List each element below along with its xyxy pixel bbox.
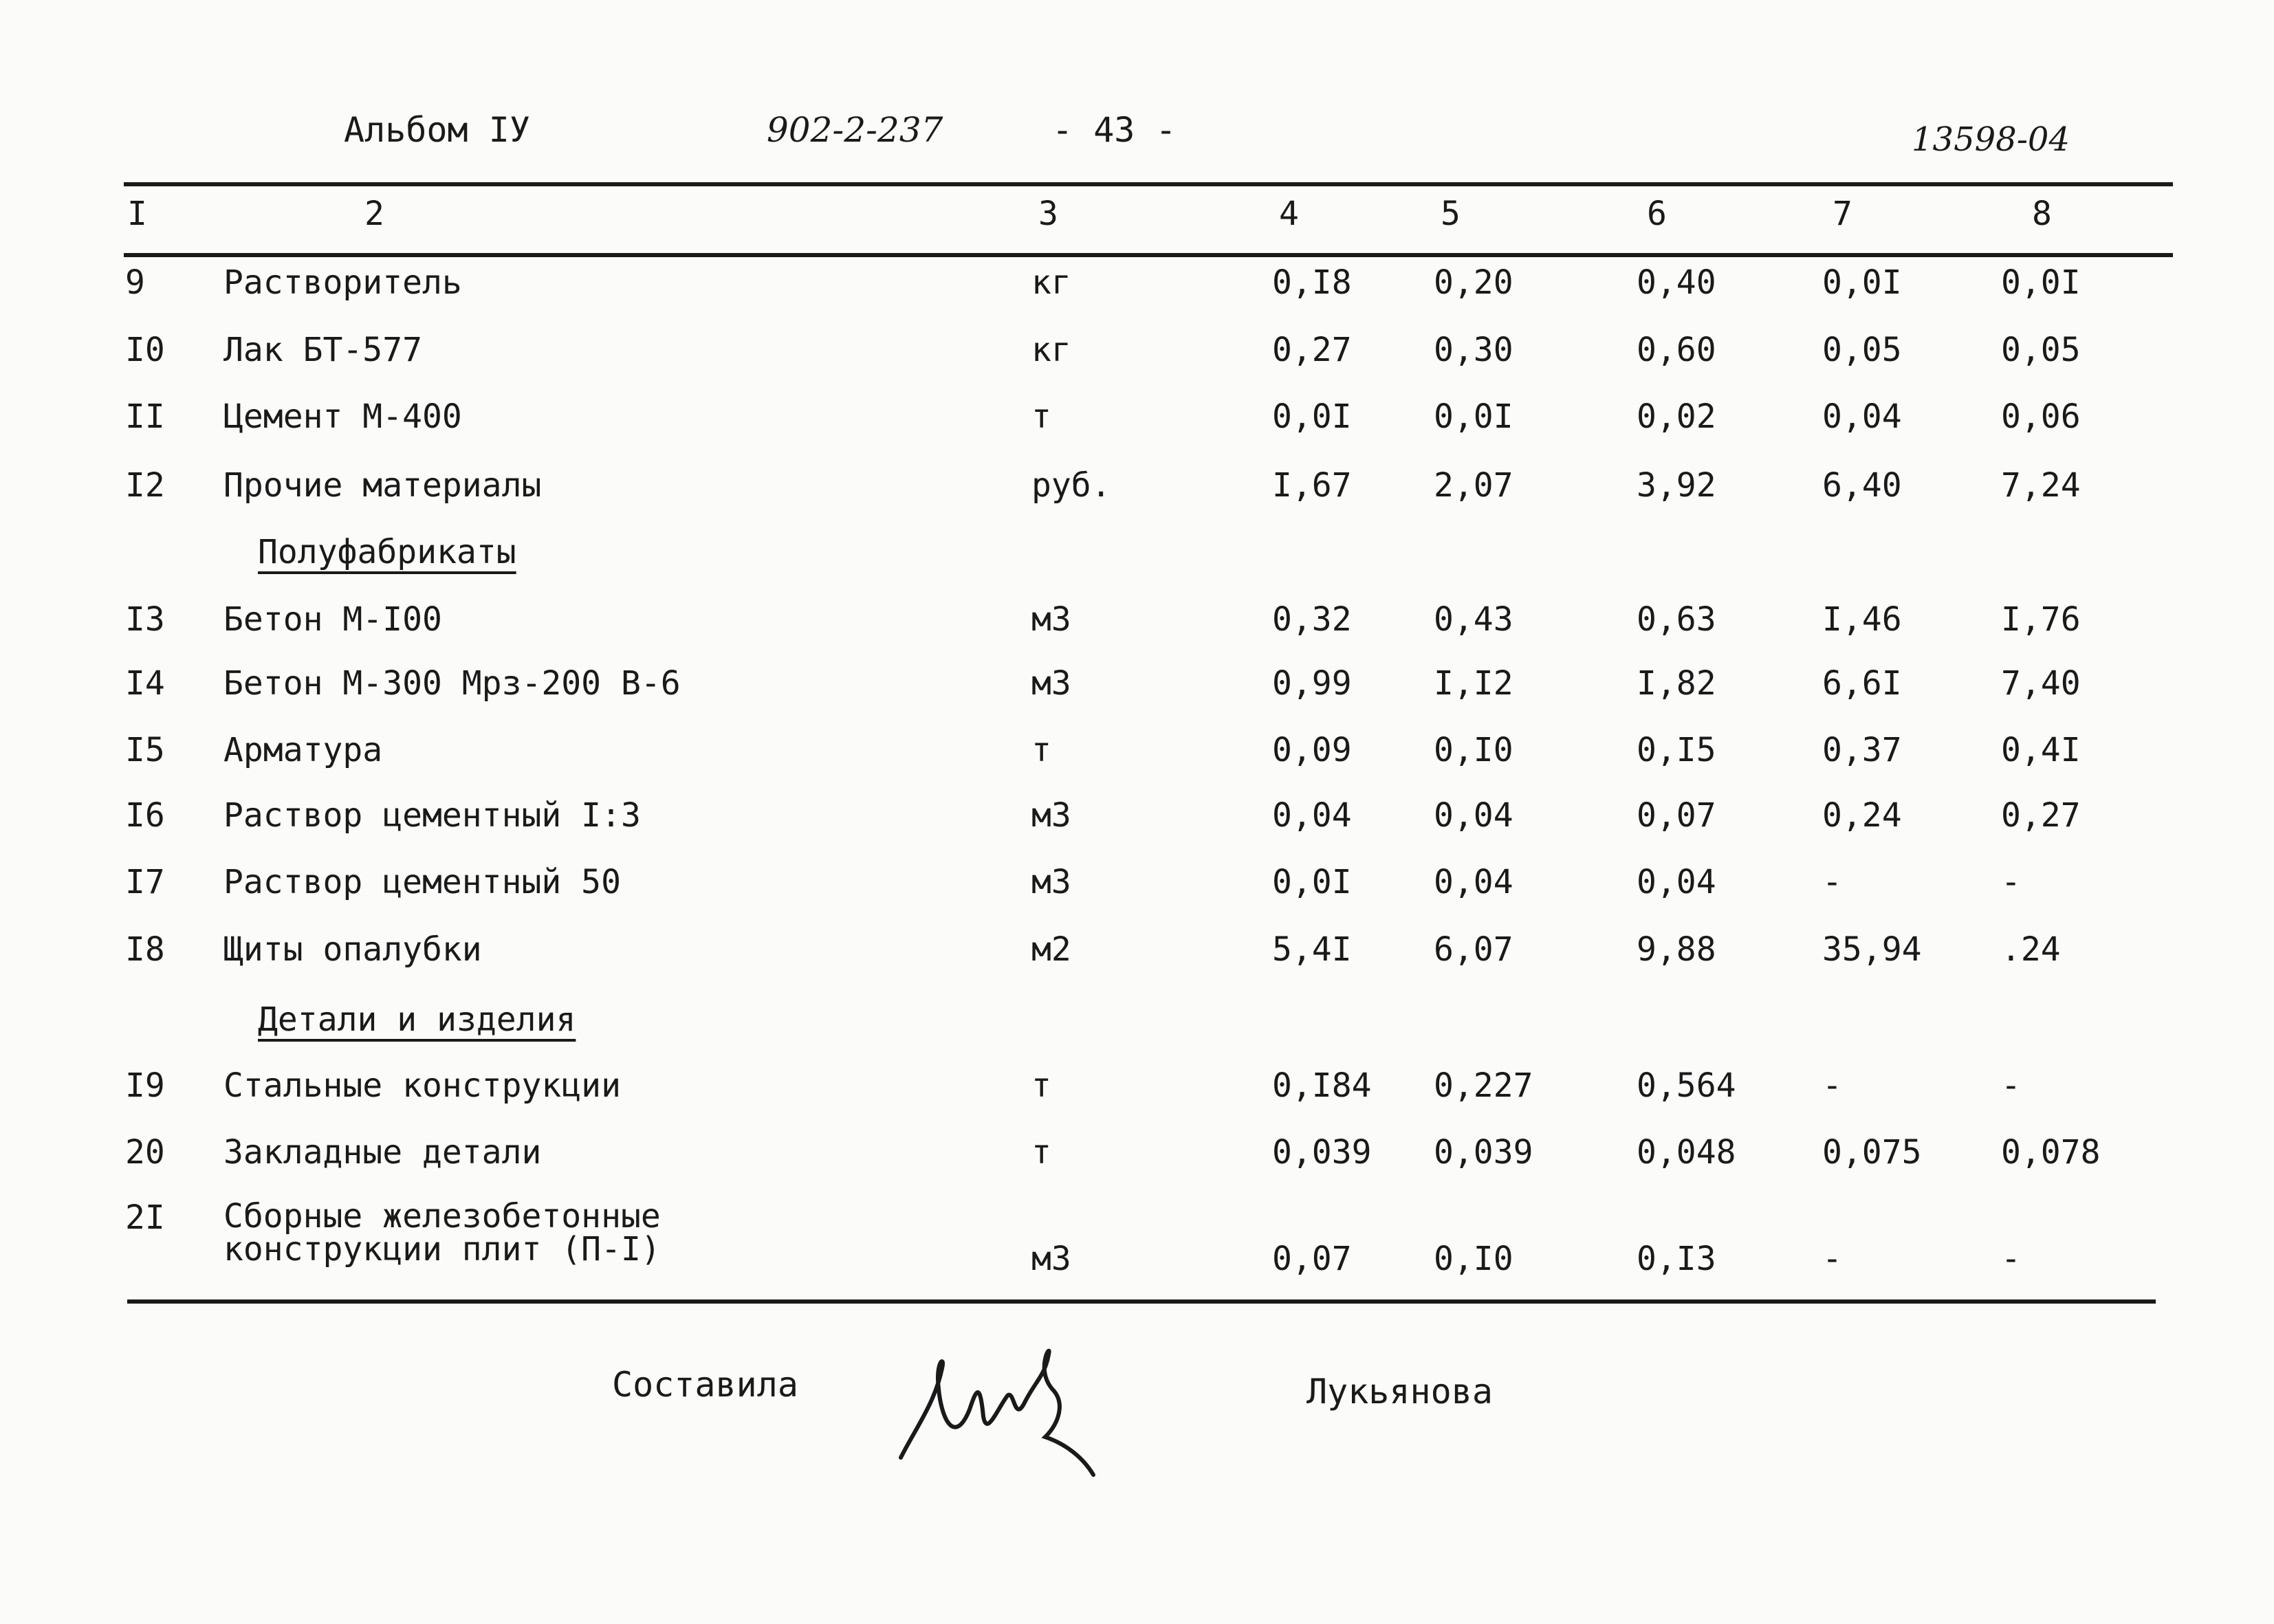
- cell-v5: 0,I0: [1434, 1240, 1513, 1278]
- cell-v5: 0,227: [1434, 1066, 1533, 1105]
- cell-v7: 0,04: [1822, 397, 1902, 436]
- cell-num: I4: [125, 664, 165, 703]
- compiled-by-label: Составила: [612, 1365, 798, 1405]
- cell-name: Щиты опалубки: [223, 930, 482, 969]
- section-heading-semifinished: Полуфабрикаты: [258, 533, 516, 571]
- cell-name: Раствор цементный 50: [223, 863, 621, 901]
- cell-unit: руб.: [1031, 466, 1111, 505]
- cell-name: Закладные детали: [223, 1133, 542, 1172]
- cell-v7: 6,40: [1822, 466, 1902, 505]
- cell-v7: 0,05: [1822, 331, 1902, 369]
- cell-name: Лак БТ-577: [223, 331, 422, 369]
- cell-num: 20: [125, 1133, 165, 1172]
- cell-name: Растворитель: [223, 263, 462, 302]
- cell-v6: I,82: [1637, 664, 1716, 703]
- cell-unit: т: [1031, 1133, 1051, 1172]
- cell-unit: м3: [1031, 796, 1071, 835]
- column-header-4: 4: [1279, 195, 1299, 233]
- cell-v5: 0,I0: [1434, 731, 1513, 769]
- cell-unit: м3: [1031, 1240, 1071, 1278]
- cell-v6: 3,92: [1637, 466, 1716, 505]
- cell-v6: 0,07: [1637, 796, 1716, 835]
- cell-v4: 0,039: [1272, 1133, 1372, 1172]
- column-header-8: 8: [2032, 195, 2052, 233]
- album-label: Альбом IУ: [344, 110, 530, 150]
- cell-v7: 6,6I: [1822, 664, 1902, 703]
- section-heading-parts: Детали и изделия: [258, 1000, 576, 1039]
- cell-v8: 0,4I: [2001, 731, 2081, 769]
- cell-v8: -: [2001, 863, 2021, 901]
- cell-v6: 0,40: [1637, 263, 1716, 302]
- cell-num: 2I: [125, 1198, 165, 1237]
- cell-v8: 0,05: [2001, 331, 2081, 369]
- cell-unit: м3: [1031, 600, 1071, 639]
- cell-v8: 0,0I: [2001, 263, 2081, 302]
- page-number: - 43 -: [1052, 110, 1177, 150]
- cell-unit: кг: [1031, 331, 1071, 369]
- cell-num: I9: [125, 1066, 165, 1105]
- project-code: 902-2-237: [767, 110, 943, 150]
- cell-name: Бетон М-300 Мрз-200 В-6: [223, 664, 681, 703]
- cell-name: Цемент М-400: [223, 397, 462, 436]
- cell-unit: т: [1031, 731, 1051, 769]
- cell-v7: 0,0I: [1822, 263, 1902, 302]
- cell-v7: -: [1822, 1066, 1842, 1105]
- cell-v5: 0,04: [1434, 796, 1513, 835]
- cell-v6: 0,I3: [1637, 1240, 1716, 1278]
- cell-v6: 0,564: [1637, 1066, 1736, 1105]
- cell-v6: 0,I5: [1637, 731, 1716, 769]
- table-bottom-rule: [127, 1299, 2156, 1304]
- cell-num: I8: [125, 930, 165, 969]
- cell-num: II: [125, 397, 165, 436]
- header-bottom-rule: [124, 253, 2173, 257]
- cell-v8: 7,24: [2001, 466, 2081, 505]
- cell-v4: I,67: [1272, 466, 1352, 505]
- cell-v8: 7,40: [2001, 664, 2081, 703]
- cell-v8: I,76: [2001, 600, 2081, 639]
- cell-v4: 0,I84: [1272, 1066, 1372, 1105]
- cell-v5: 2,07: [1434, 466, 1513, 505]
- cell-num: I2: [125, 466, 165, 505]
- cell-v7: 0,24: [1822, 796, 1902, 835]
- cell-v8: .24: [2001, 930, 2061, 969]
- cell-v7: -: [1822, 863, 1842, 901]
- cell-v4: 0,07: [1272, 1240, 1352, 1278]
- cell-name: Арматура: [223, 731, 383, 769]
- cell-v8: 0,27: [2001, 796, 2081, 835]
- column-header-3: 3: [1038, 195, 1058, 233]
- cell-v4: 0,0I: [1272, 397, 1352, 436]
- cell-v8: -: [2001, 1240, 2021, 1278]
- compiler-name: Лукьянова: [1307, 1372, 1493, 1412]
- cell-v5: 6,07: [1434, 930, 1513, 969]
- cell-v6: 0,048: [1637, 1133, 1736, 1172]
- cell-v4: 0,27: [1272, 331, 1352, 369]
- cell-unit: м3: [1031, 664, 1071, 703]
- cell-v8: 0,06: [2001, 397, 2081, 436]
- cell-unit: м3: [1031, 863, 1071, 901]
- cell-v6: 9,88: [1637, 930, 1716, 969]
- cell-v8: -: [2001, 1066, 2021, 1105]
- cell-v6: 0,02: [1637, 397, 1716, 436]
- cell-num: I0: [125, 331, 165, 369]
- cell-name: Стальные конструкции: [223, 1066, 621, 1105]
- cell-name: Бетон М-I00: [223, 600, 442, 639]
- column-header-2: 2: [364, 195, 384, 233]
- cell-v5: 0,20: [1434, 263, 1513, 302]
- cell-v6: 0,04: [1637, 863, 1716, 901]
- cell-v5: 0,039: [1434, 1133, 1533, 1172]
- cell-v6: 0,60: [1637, 331, 1716, 369]
- cell-num: I5: [125, 731, 165, 769]
- cell-name: Прочие материалы: [223, 466, 542, 505]
- signature: [887, 1327, 1135, 1485]
- cell-v7: 0,37: [1822, 731, 1902, 769]
- cell-num: I7: [125, 863, 165, 901]
- cell-v5: 0,04: [1434, 863, 1513, 901]
- cell-unit: кг: [1031, 263, 1071, 302]
- column-header-1: I: [127, 195, 147, 233]
- cell-v4: 0,I8: [1272, 263, 1352, 302]
- cell-num: I3: [125, 600, 165, 639]
- cell-v5: 0,30: [1434, 331, 1513, 369]
- cell-num: 9: [125, 263, 145, 302]
- cell-v4: 5,4I: [1272, 930, 1352, 969]
- cell-v6: 0,63: [1637, 600, 1716, 639]
- table-top-rule: [124, 182, 2173, 186]
- cell-v4: 0,32: [1272, 600, 1352, 639]
- cell-v5: I,I2: [1434, 664, 1513, 703]
- column-header-7: 7: [1833, 195, 1852, 233]
- cell-v7: 0,075: [1822, 1133, 1922, 1172]
- cell-num: I6: [125, 796, 165, 835]
- cell-name: Раствор цементный I:3: [223, 796, 641, 835]
- cell-v4: 0,04: [1272, 796, 1352, 835]
- cell-v5: 0,43: [1434, 600, 1513, 639]
- column-header-6: 6: [1647, 195, 1667, 233]
- cell-v7: -: [1822, 1240, 1842, 1278]
- cell-v8: 0,078: [2001, 1133, 2101, 1172]
- cell-unit: т: [1031, 1066, 1051, 1105]
- cell-unit: т: [1031, 397, 1051, 436]
- cell-v4: 0,99: [1272, 664, 1352, 703]
- cell-v7: 35,94: [1822, 930, 1922, 969]
- cell-v4: 0,0I: [1272, 863, 1352, 901]
- cell-v7: I,46: [1822, 600, 1902, 639]
- document-number: 13598-04: [1912, 120, 2070, 159]
- column-header-5: 5: [1441, 195, 1461, 233]
- cell-v4: 0,09: [1272, 731, 1352, 769]
- cell-name: Сборные железобетонные конструкции плит (П-I): [223, 1197, 661, 1269]
- cell-v5: 0,0I: [1434, 397, 1513, 436]
- cell-unit: м2: [1031, 930, 1071, 969]
